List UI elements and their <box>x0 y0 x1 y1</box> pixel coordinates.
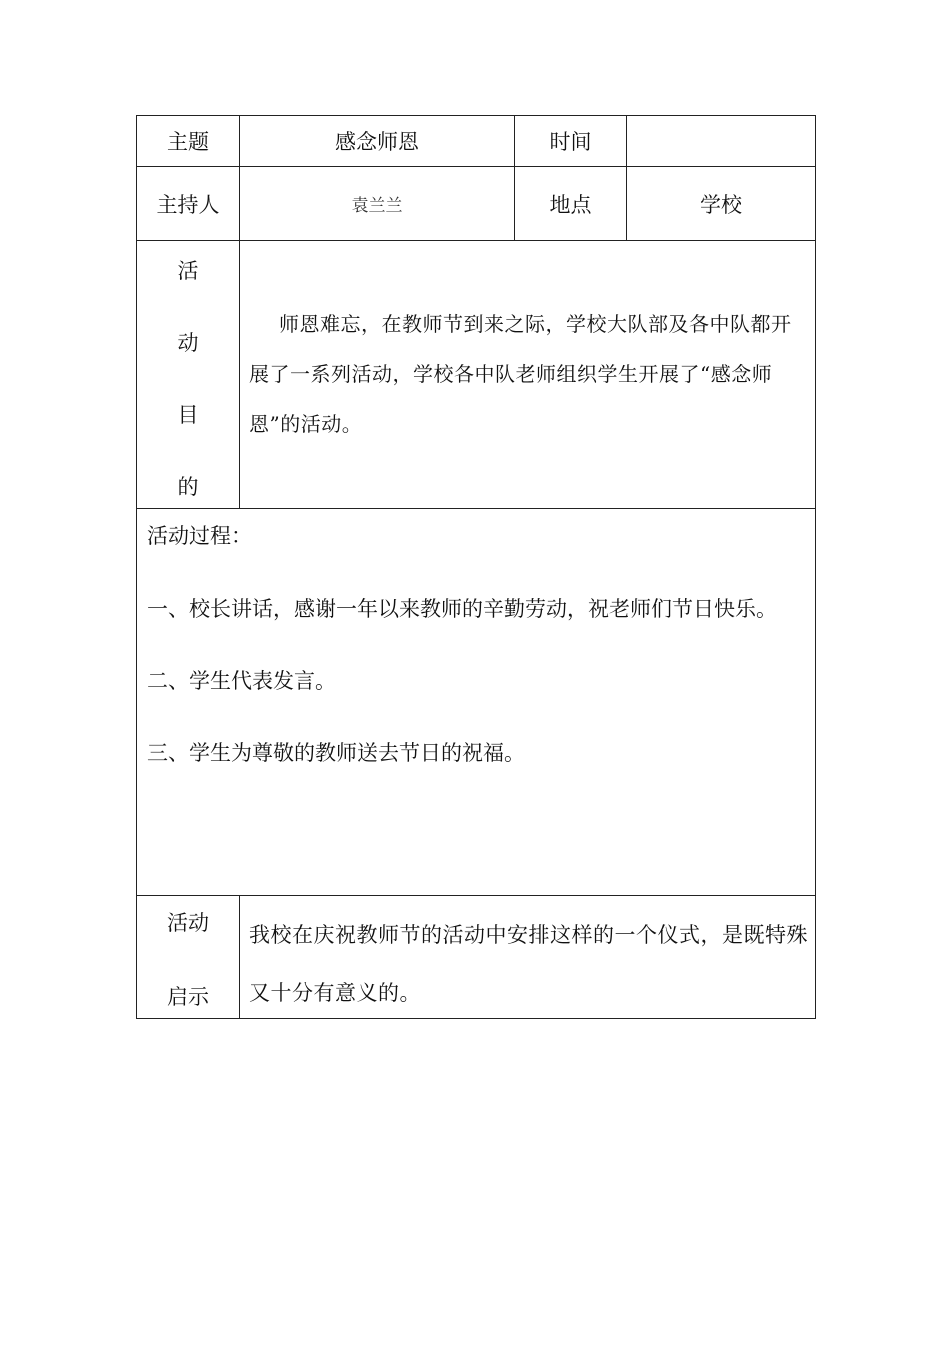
place-value: 学校 <box>700 192 742 217</box>
process-item: 三、学生为尊敬的教师送去节日的祝福。 <box>147 741 525 765</box>
process-title: 活动过程： <box>147 524 252 548</box>
insight-label-line: 启示 <box>167 985 209 1009</box>
process-item: 二、学生代表发言。 <box>147 669 336 693</box>
place-label: 地点 <box>549 192 592 217</box>
host-label: 主持人 <box>156 192 220 217</box>
purpose-label-char: 活 <box>177 259 199 283</box>
row-divider <box>137 508 815 509</box>
insight-text: 我校在庆祝教师节的活动中安排这样的一个仪式，是既特殊又十分有意义的。 <box>249 923 808 1005</box>
purpose-text: 师恩难忘，在教师节到来之际，学校大队部及各中队都开展了一系列活动，学校各中队老师组织学生开展了“感念师恩”的活动。 <box>249 312 792 436</box>
purpose-label-char: 的 <box>177 475 199 499</box>
theme-value: 感念师恩 <box>335 130 419 154</box>
activity-record-table <box>136 115 816 1019</box>
purpose-label-char: 动 <box>177 331 199 355</box>
column-divider <box>239 895 240 1019</box>
time-value <box>627 116 815 166</box>
process-item: 一、校长讲话，感谢一年以来教师的辛勤劳动，祝老师们节日快乐。 <box>147 597 777 621</box>
purpose-label-char: 目 <box>177 403 199 427</box>
insight-label-line: 活动 <box>167 911 209 935</box>
host-value: 袁兰兰 <box>351 196 403 216</box>
time-label: 时间 <box>549 130 592 154</box>
theme-label: 主题 <box>167 130 209 154</box>
